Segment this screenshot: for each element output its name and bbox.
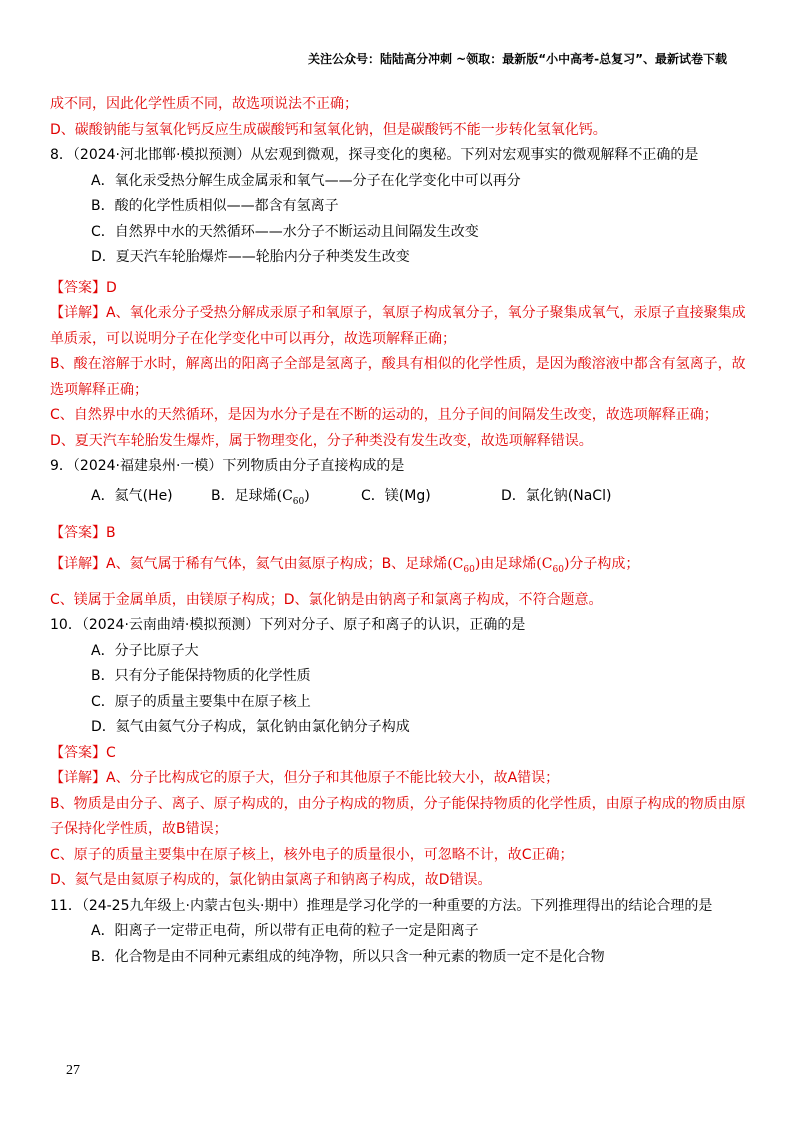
question-10-option-a: A．分子比原子大 — [91, 642, 199, 659]
question-8-option-c: C．自然界中水的天然循环——水分子不断运动且间隔发生改变 — [91, 223, 479, 240]
question-9-answer: 【答案】B — [50, 524, 116, 541]
question-11-option-b: B．化合物是由不同种元素组成的纯净物，所以只含一种元素的物质一定不是化合物 — [91, 948, 605, 965]
question-8-detail-c: C、自然界中水的天然循环，是因为水分子是在不断的运动的，且分子间的间隔发生改变，故选项解释正确； — [50, 407, 718, 423]
intro-line-1: 成不同，因此化学性质不同，故选项说法不正确； — [50, 96, 358, 112]
question-9-option-d: D．氯化钠(NaCl) — [501, 487, 612, 504]
question-11-stem: 11．（24-25九年级上·内蒙古包头·期中）推理是学习化学的一种重要的方法。下列推理得出的结论合理的是 — [50, 897, 713, 914]
question-8-detail-b: B、酸在溶解于水时，解离出的阳离子全部是氢离子，酸具有相似的化学性质，是因为酸溶液中都含有氢离子，故选项解释正确； — [50, 356, 746, 398]
question-8-stem: 8．（2024·河北邯郸·模拟预测）从宏观到微观，探寻变化的奥秘。下列对宏观事实的微观解释不正确的是 — [50, 147, 699, 163]
question-10-answer: 【答案】C — [50, 744, 116, 761]
document-body — [50, 92, 750, 970]
question-10-detail-d: D、氦气是由氦原子构成的，氯化钠由氯离子和钠离子构成，故D错误。 — [50, 872, 492, 889]
page-number: 27 — [66, 1063, 80, 1078]
question-10-stem: 10．（2024·云南曲靖·模拟预测）下列对分子、原子和离子的认识，正确的是 — [50, 617, 526, 634]
question-10-option-d: D．氦气由氦气分子构成，氯化钠由氯化钠分子构成 — [91, 719, 410, 736]
question-9-option-b: B．足球烯$(C_{60})$ — [211, 487, 310, 507]
question-8-option-a: A．氧化汞受热分解生成金属汞和氧气——分子在化学变化中可以再分 — [91, 172, 521, 189]
question-9-option-a: A．氦气(He) — [91, 487, 173, 504]
question-10-option-c: C．原子的质量主要集中在原子核上 — [91, 693, 311, 710]
page-header: 关注公众号：陆陆高分冲刺 ~领取：最新版“小中高考-总复习”、最新试卷下载 — [308, 52, 727, 66]
question-10-detail-a: 【详解】A、分子比构成它的原子大，但分子和其他原子不能比较大小，故A错误； — [50, 770, 560, 787]
question-11-option-a: A．阳离子一定带正电荷，所以带有正电荷的粒子一定是阳离子 — [91, 923, 479, 940]
question-9-detail-2: C、镁属于金属单质，由镁原子构成；D、氯化钠是由钠离子和氯离子构成，不符合题意。 — [50, 591, 603, 608]
question-10-detail-c: C、原子的质量主要集中在原子核上，核外电子的质量很小，可忽略不计，故C正确； — [50, 846, 574, 863]
question-10-option-b: B．只有分子能保持物质的化学性质 — [91, 668, 311, 685]
question-8-option-d: D．夏天汽车轮胎爆炸——轮胎内分子种类发生改变 — [91, 249, 410, 265]
question-9-option-c: C．镁(Mg) — [361, 487, 431, 504]
question-8-detail-d: D、夏天汽车轮胎发生爆炸，属于物理变化，分子种类没有发生改变，故选项解释错误。 — [50, 432, 593, 449]
intro-line-2: D、碳酸钠能与氢氧化钙反应生成碳酸钙和氢氧化钠，但是碳酸钙不能一步转化氢氧化钙。 — [50, 121, 607, 138]
question-8-answer: 【答案】D — [50, 279, 117, 296]
question-9-stem: 9．（2024·福建泉州·一模）下列物质由分子直接构成的是 — [50, 458, 405, 474]
question-9-options — [50, 484, 750, 515]
question-8-option-b: B．酸的化学性质相似——都含有氢离子 — [91, 198, 339, 214]
question-9-detail-1: 【详解】A、氦气属于稀有气体，氦气由氦原子构成；B、足球烯$(C_{60})$由足球烯$(C_{60})$分子构成； — [50, 556, 640, 576]
question-10-detail-b: B、物质是由分子、离子、原子构成的，由分子构成的物质，分子能保持物质的化学性质，由原子构成的物质由原子保持化学性质，故B错误； — [50, 795, 746, 838]
question-8-detail-a: 【详解】A、氧化汞分子受热分解成汞原子和氧原子，氧原子构成氧分子，氧分子聚集成氧气，汞原子直接聚集成单质汞，可以说明分子在化学变化中可以再分，故选项解释正确； — [50, 305, 746, 347]
